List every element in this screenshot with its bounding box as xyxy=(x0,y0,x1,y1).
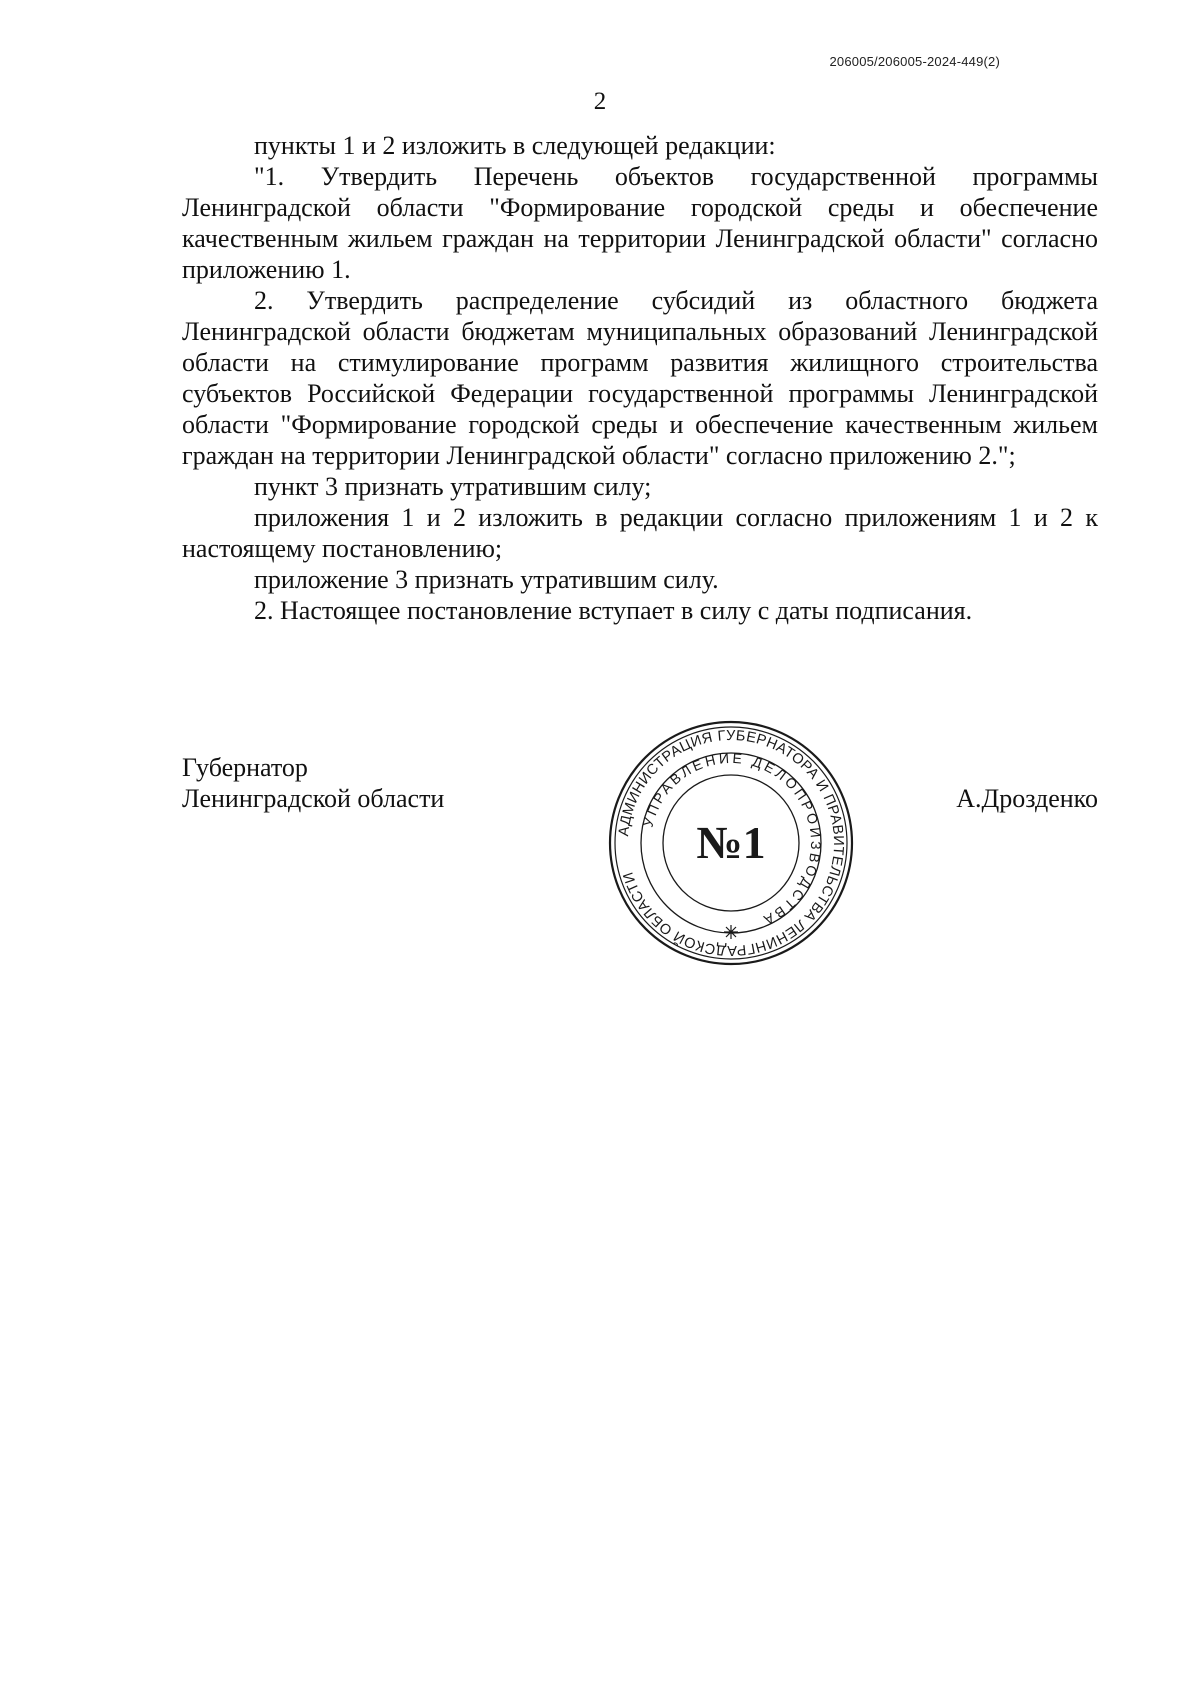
document-body xyxy=(182,130,1098,626)
signatory-name: А.Дрозденко xyxy=(956,784,1098,813)
official-seal-stamp xyxy=(606,718,856,968)
paragraph-5: приложения 1 и 2 изложить в редакции согласно приложениям 1 и 2 к настоящему постановлению; xyxy=(182,503,1098,563)
seal-outer-text: АДМИНИСТРАЦИЯ ГУБЕРНАТОРА И ПРАВИТЕЛЬСТВА ЛЕНИНГРАДСКОЙ ОБЛАСТИ xyxy=(616,727,847,959)
paragraph-7: 2. Настоящее постановление вступает в силу с даты подписания. xyxy=(254,596,973,625)
paragraph-1: пункты 1 и 2 изложить в следующей редакции: xyxy=(254,131,776,160)
signatory-title-line-2: Ленинградской области xyxy=(182,784,445,813)
paragraph-2: "1. Утвердить Перечень объектов государственной программы Ленинградской области "Формирование городской среды и обеспечение качественным жильем граждан на территории Ленинградской области" согласно приложению 1. xyxy=(182,162,1098,284)
signature-block xyxy=(182,727,1098,992)
signatory-title xyxy=(182,752,444,814)
seal-inner-text: УПРАВЛЕНИЕ ДЕЛОПРОИЗВОДСТВА xyxy=(639,749,825,930)
signatory-title-line-1: Губернатор xyxy=(182,753,308,782)
paragraph-3: 2. Утвердить распределение субсидий из областного бюджета Ленинградской области бюджетам муниципальных образований Ленинградской области на стимулирование программ развития жилищного строительства субъектов Российской Федерации государственной программы Ленинградской области "Формирование городской среды и обеспечение качественным жильем граждан на территории Ленинградской области" согласно приложению 2."; xyxy=(182,286,1098,470)
seal-center-number: №1 xyxy=(696,817,766,868)
page-number: 2 xyxy=(593,88,607,115)
paragraph-6: приложение 3 признать утратившим силу. xyxy=(254,565,719,594)
paragraph-4: пункт 3 признать утратившим силу; xyxy=(254,472,652,501)
star-icon xyxy=(724,925,738,939)
document-registration-number: 206005/206005-2024-449(2) xyxy=(829,54,1000,69)
